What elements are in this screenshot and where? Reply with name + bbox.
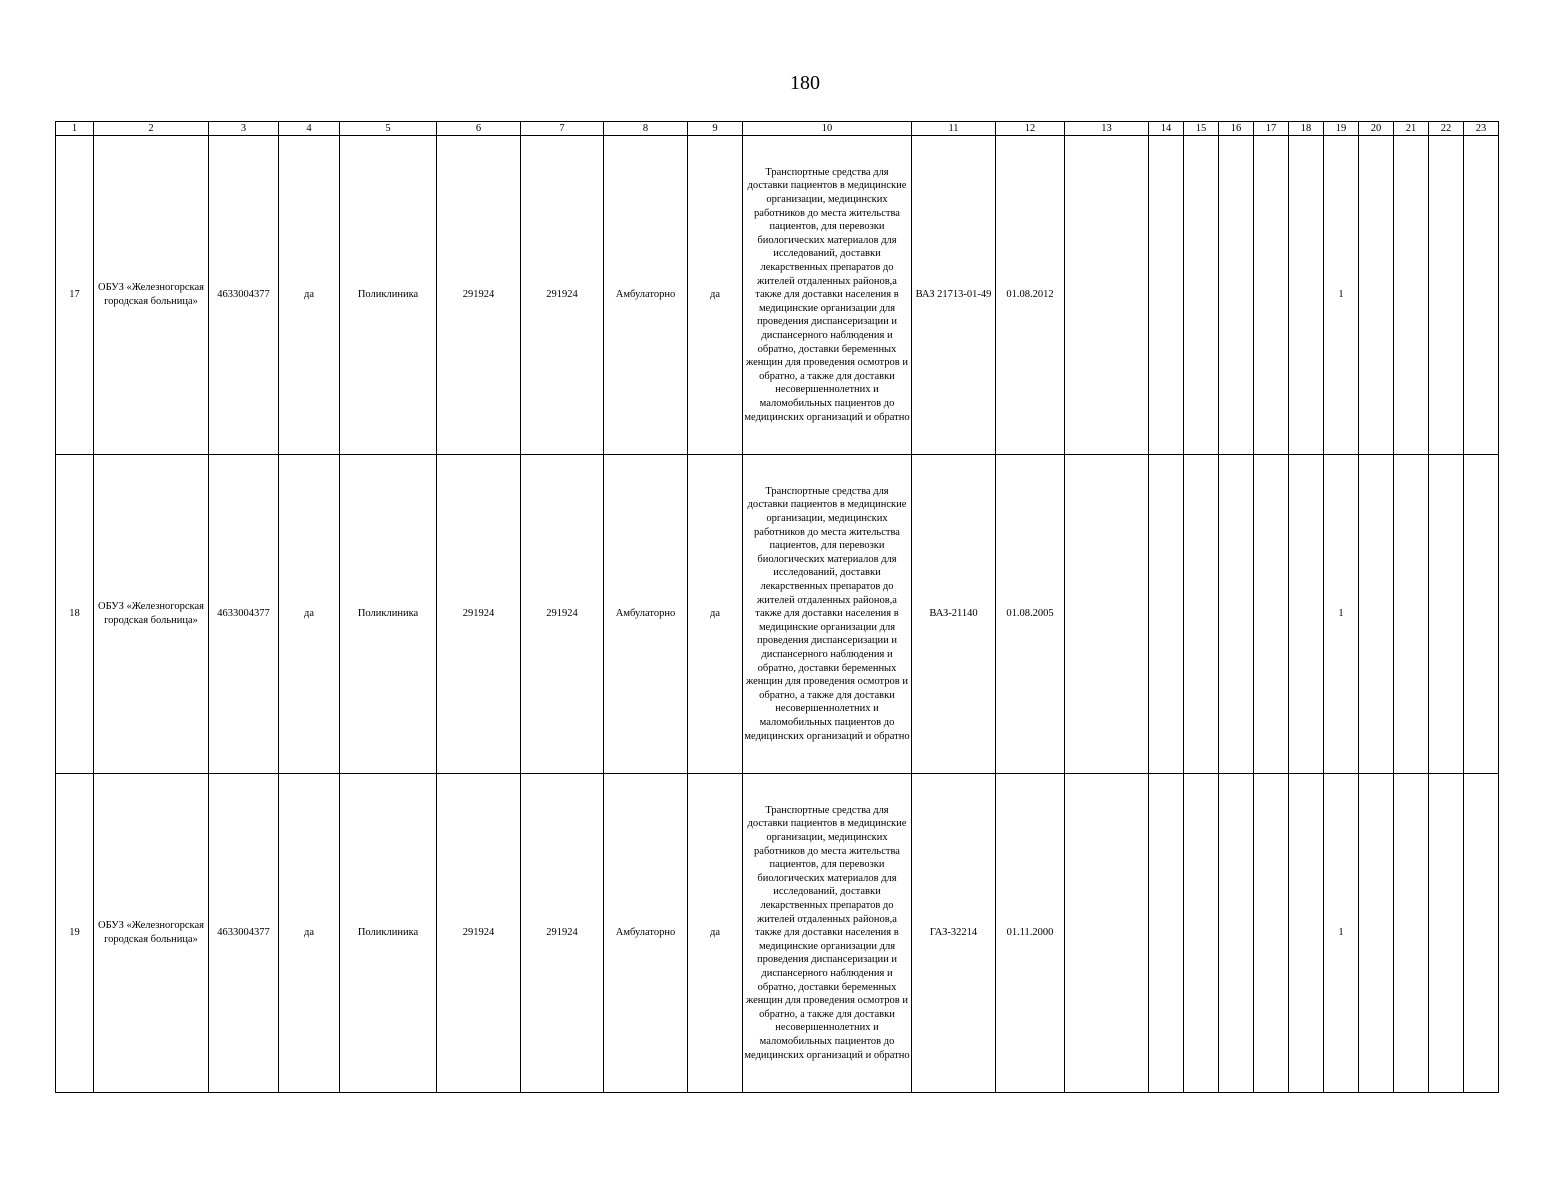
table-cell-col-3: 4633004377 (209, 136, 279, 455)
table-cell-col-11: ГАЗ-32214 (912, 774, 996, 1093)
column-header-12: 12 (996, 122, 1065, 136)
column-header-20: 20 (1359, 122, 1394, 136)
column-number-row (56, 122, 1499, 136)
table-cell-col-16 (1219, 455, 1254, 774)
table-cell-col-21 (1394, 774, 1429, 1093)
column-header-19: 19 (1324, 122, 1359, 136)
table-cell-col-13 (1065, 136, 1149, 455)
table-cell-col-19: 1 (1324, 455, 1359, 774)
table-cell-col-6: 291924 (437, 455, 521, 774)
table-cell-col-10: Транспортные средства для доставки пациентов в медицинские организации, медицинских работников до места жительства пациентов, для перевозки биологических материалов для исследований, доставки лекарственных препаратов до жителей отдаленных районов,а также для доставки населения в медицинские организации для проведения диспансеризации и диспансерного наблюдения и обратно, доставки беременных женщин для проведения осмотров и обратно, а также для доставки несовершеннолетних и маломобильных пациентов до медицинских организаций и обратно (743, 455, 912, 774)
column-header-15: 15 (1184, 122, 1219, 136)
table-cell-col-5: Поликлиника (340, 455, 437, 774)
table-cell-col-20 (1359, 455, 1394, 774)
table-cell-col-19: 1 (1324, 774, 1359, 1093)
column-header-23: 23 (1464, 122, 1499, 136)
table-cell-col-14 (1149, 455, 1184, 774)
table-row (56, 455, 1499, 774)
column-header-9: 9 (688, 122, 743, 136)
table-cell-col-20 (1359, 136, 1394, 455)
table-cell-col-14 (1149, 774, 1184, 1093)
table-cell-col-22 (1429, 136, 1464, 455)
table-cell-col-5: Поликлиника (340, 774, 437, 1093)
table-cell-col-12: 01.08.2012 (996, 136, 1065, 455)
column-header-5: 5 (340, 122, 437, 136)
table-cell-col-4: да (279, 136, 340, 455)
column-header-2: 2 (94, 122, 209, 136)
table-cell-col-3: 4633004377 (209, 774, 279, 1093)
column-header-7: 7 (521, 122, 604, 136)
table-cell-col-7: 291924 (521, 774, 604, 1093)
table-cell-col-2: ОБУЗ «Железногорская городская больница» (94, 136, 209, 455)
table-cell-col-13 (1065, 455, 1149, 774)
table-cell-col-12: 01.08.2005 (996, 455, 1065, 774)
column-header-21: 21 (1394, 122, 1429, 136)
column-header-6: 6 (437, 122, 521, 136)
table-cell-col-6: 291924 (437, 136, 521, 455)
column-header-16: 16 (1219, 122, 1254, 136)
table-cell-col-20 (1359, 774, 1394, 1093)
table-cell-col-6: 291924 (437, 774, 521, 1093)
column-header-8: 8 (604, 122, 688, 136)
table-cell-col-17 (1254, 455, 1289, 774)
table-cell-col-9: да (688, 774, 743, 1093)
table-cell-col-15 (1184, 455, 1219, 774)
column-header-14: 14 (1149, 122, 1184, 136)
table-row (56, 136, 1499, 455)
table-cell-col-15 (1184, 774, 1219, 1093)
vehicle-register-table (55, 121, 1499, 1093)
table-cell-col-9: да (688, 455, 743, 774)
table-cell-col-11: ВАЗ-21140 (912, 455, 996, 774)
table-cell-col-5: Поликлиника (340, 136, 437, 455)
table-cell-col-2: ОБУЗ «Железногорская городская больница» (94, 774, 209, 1093)
table-cell-col-21 (1394, 136, 1429, 455)
page-number: 180 (790, 72, 820, 94)
table-cell-col-16 (1219, 774, 1254, 1093)
table-cell-col-10: Транспортные средства для доставки пациентов в медицинские организации, медицинских работников до места жительства пациентов, для перевозки биологических материалов для исследований, доставки лекарственных препаратов до жителей отдаленных районов,а также для доставки населения в медицинские организации для проведения диспансеризации и диспансерного наблюдения и обратно, доставки беременных женщин для проведения осмотров и обратно, а также для доставки несовершеннолетних и маломобильных пациентов до медицинских организаций и обратно (743, 136, 912, 455)
table-row (56, 774, 1499, 1093)
table-cell-col-12: 01.11.2000 (996, 774, 1065, 1093)
table-cell-col-18 (1289, 455, 1324, 774)
table-cell-col-14 (1149, 136, 1184, 455)
table-cell-col-7: 291924 (521, 136, 604, 455)
table-cell-col-23 (1464, 136, 1499, 455)
table-cell-col-18 (1289, 774, 1324, 1093)
table-body (56, 136, 1499, 1093)
table-cell-col-8: Амбулаторно (604, 455, 688, 774)
table-cell-col-1: 19 (56, 774, 94, 1093)
column-header-22: 22 (1429, 122, 1464, 136)
table-cell-col-1: 17 (56, 136, 94, 455)
table-cell-col-1: 18 (56, 455, 94, 774)
column-header-4: 4 (279, 122, 340, 136)
table-cell-col-9: да (688, 136, 743, 455)
column-header-17: 17 (1254, 122, 1289, 136)
table-cell-col-22 (1429, 774, 1464, 1093)
table-cell-col-23 (1464, 774, 1499, 1093)
table-cell-col-21 (1394, 455, 1429, 774)
column-header-1: 1 (56, 122, 94, 136)
table-cell-col-19: 1 (1324, 136, 1359, 455)
column-header-3: 3 (209, 122, 279, 136)
table-cell-col-4: да (279, 774, 340, 1093)
table-cell-col-2: ОБУЗ «Железногорская городская больница» (94, 455, 209, 774)
table-cell-col-15 (1184, 136, 1219, 455)
table-cell-col-16 (1219, 136, 1254, 455)
table-cell-col-4: да (279, 455, 340, 774)
column-header-11: 11 (912, 122, 996, 136)
column-header-10: 10 (743, 122, 912, 136)
table-cell-col-13 (1065, 774, 1149, 1093)
table-cell-col-18 (1289, 136, 1324, 455)
table-cell-col-10: Транспортные средства для доставки пациентов в медицинские организации, медицинских работников до места жительства пациентов, для перевозки биологических материалов для исследований, доставки лекарственных препаратов до жителей отдаленных районов,а также для доставки населения в медицинские организации для проведения диспансеризации и диспансерного наблюдения и обратно, доставки беременных женщин для проведения осмотров и обратно, а также для доставки несовершеннолетних и маломобильных пациентов до медицинских организаций и обратно (743, 774, 912, 1093)
table-cell-col-11: ВАЗ 21713-01-49 (912, 136, 996, 455)
table-cell-col-3: 4633004377 (209, 455, 279, 774)
column-header-18: 18 (1289, 122, 1324, 136)
column-header-13: 13 (1065, 122, 1149, 136)
table-cell-col-7: 291924 (521, 455, 604, 774)
table-cell-col-22 (1429, 455, 1464, 774)
table-cell-col-17 (1254, 136, 1289, 455)
table-cell-col-8: Амбулаторно (604, 774, 688, 1093)
table-cell-col-8: Амбулаторно (604, 136, 688, 455)
table-cell-col-23 (1464, 455, 1499, 774)
table-cell-col-17 (1254, 774, 1289, 1093)
